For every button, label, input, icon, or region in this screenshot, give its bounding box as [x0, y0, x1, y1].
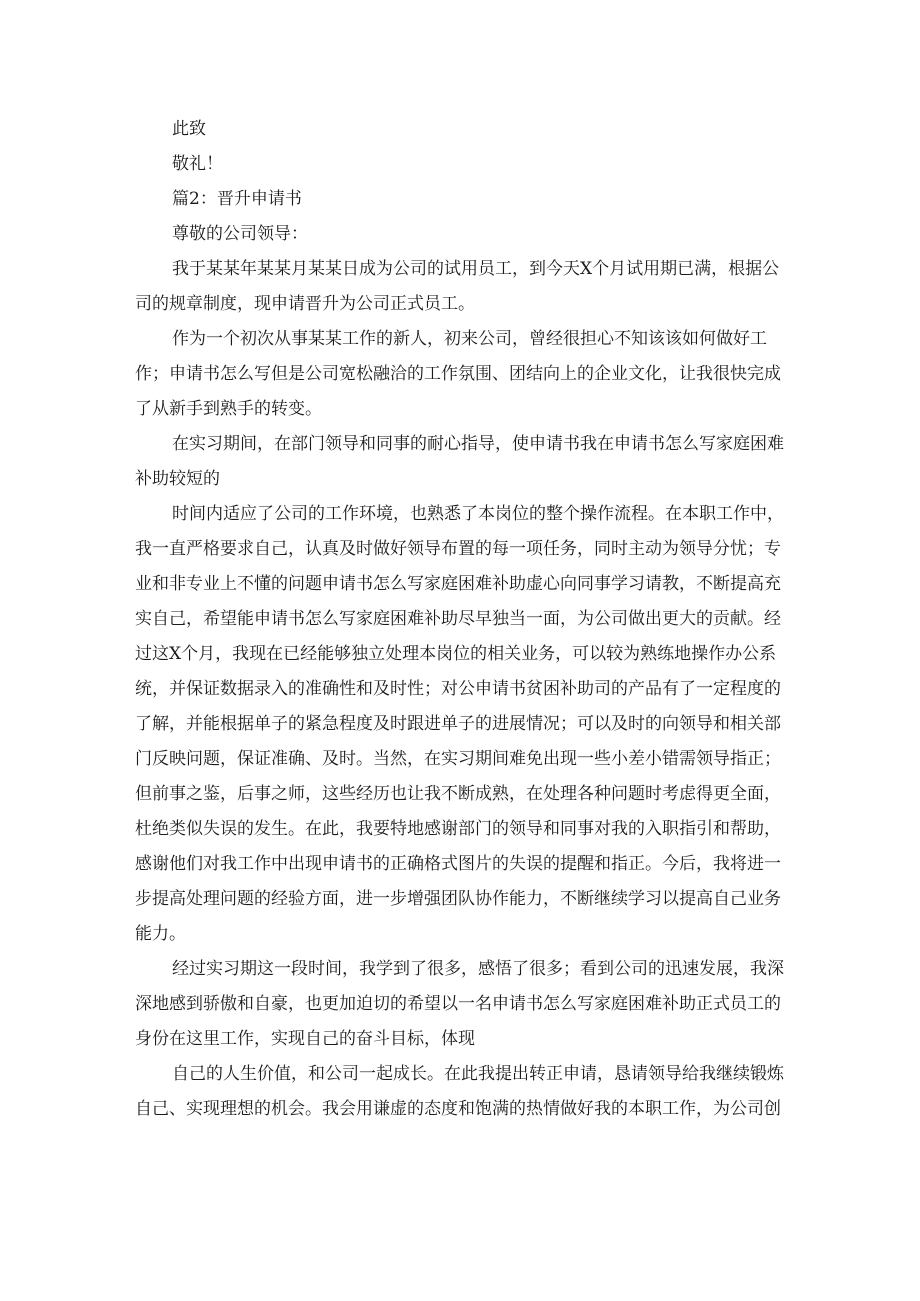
paragraph-4: 时间内适应了公司的工作环境，也熟悉了本岗位的整个操作流程。在本职工作中，我一直严格要求自己，认真及时做好领导布置的每一项任务，同时主动为领导分忧；专业和非专业上不懂的问题申请书怎么写家庭困难补助虚心向同事学习请教，不断提高充实自己，希望能申请书怎么写家庭困难补助尽早独当一面，为公司做出更大的贡献。经过这X个月，我现在已经能够独立处理本岗位的相关业务，可以较为熟练地操作办公系统，并保证数据录入的准确性和及时性；对公申请书贫困补助司的产品有了一定程度的了解，并能根据单子的紧急程度及时跟进单子的进展情况；可以及时的向领导和相关部门反映问题，保证准确、及时。当然，在实习期间难免出现一些小差小错需领导指正；但前事之鉴，后事之师，这些经历也让我不断成熟，在处理各种问题时考虑得更全面，杜绝类似失误的发生。在此，我要特地感谢部门的领导和同事对我的入职指引和帮助，感谢他们对我工作中出现申请书的正确格式图片的失误的提醒和指正。今后，我将进一步提高处理问题的经验方面，进一步增强团队协作能力，不断继续学习以提高自己业务能力。: [135, 504, 784, 944]
paragraph-6: 自己的人生价值，和公司一起成长。在此我提出转正申请，恳请领导给我继续锻炼自己、实现理想的机会。我会用谦虚的态度和饱满的热情做好我的本职工作，为公司创: [135, 1064, 784, 1119]
document-page: [135, 112, 785, 1127]
section-heading: 篇2：晋升申请书: [172, 189, 302, 209]
paragraph-2: 作为一个初次从事某某工作的新人，初来公司，曾经很担心不知该该如何做好工作；申请书怎么写但是公司宽松融洽的工作氛围、团结向上的企业文化，让我很快完成了从新手到熟手的转变。: [135, 329, 781, 419]
paragraph-5: 经过实习期这一段时间，我学到了很多，感悟了很多；看到公司的迅速发展，我深深地感到骄傲和自豪，也更加迫切的希望以一名申请书怎么写家庭困难补助正式员工的身份在这里工作，实现自己的奋斗目标，体现: [135, 959, 784, 1049]
closing-line-2: 敬礼！: [172, 154, 223, 174]
closing-line-1: 此致: [172, 119, 206, 139]
salutation: 尊敬的公司领导：: [172, 224, 308, 244]
paragraph-3: 在实习期间，在部门领导和同事的耐心指导，使申请书我在申请书怎么写家庭困难补助较短的: [135, 434, 784, 489]
paragraph-1: 我于某某年某某月某某日成为公司的试用员工，到今天X个月试用期已满，根据公司的规章制度，现申请晋升为公司正式员工。: [135, 259, 780, 314]
